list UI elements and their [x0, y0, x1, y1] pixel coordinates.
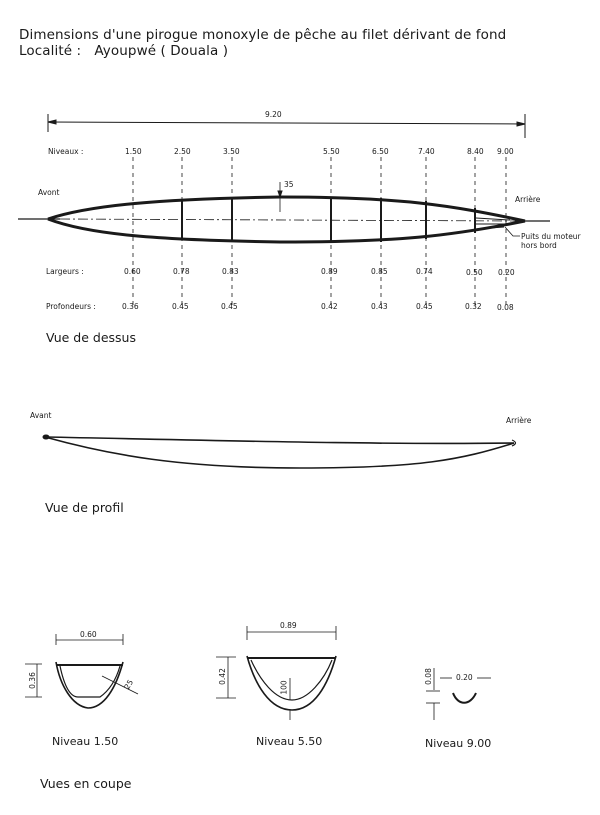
- level-value: 6.50: [372, 147, 389, 156]
- width-value: 0.60: [124, 267, 141, 276]
- widths-row-label: Largeurs :: [46, 267, 84, 276]
- depth-value: 0.36: [122, 302, 139, 311]
- motor-well-label: Puits du moteur hors bord: [521, 232, 581, 250]
- width-value: 0.83: [222, 267, 239, 276]
- depth-value: 0.42: [321, 302, 338, 311]
- section-thickness-label: 100: [279, 680, 289, 695]
- section-thickness-label: 25: [122, 678, 136, 691]
- level-value: 9.00: [497, 147, 514, 156]
- locality-label: Localité :: [19, 43, 82, 59]
- width-value: 0.20: [498, 268, 515, 277]
- width-value: 0.89: [321, 267, 338, 276]
- depth-value: 0.43: [371, 302, 388, 311]
- width-value: 0.78: [173, 267, 190, 276]
- section-depth-label: 0.36: [27, 672, 37, 689]
- section-width-label: 0.60: [80, 630, 97, 639]
- level-value: 5.50: [323, 147, 340, 156]
- section-width-label: 0.20: [456, 673, 473, 682]
- level-value: 7.40: [418, 147, 435, 156]
- level-value: 8.40: [467, 147, 484, 156]
- profile-bow-label: Avant: [30, 411, 52, 420]
- level-value: 2.50: [174, 147, 191, 156]
- profile-view-caption: Vue de profil: [45, 500, 124, 515]
- locality-value: Ayoupwé ( Douala ): [94, 43, 229, 59]
- section-width-label: 0.89: [280, 621, 297, 630]
- section-depth-label: 0.08: [423, 668, 433, 685]
- drawing-title: Dimensions d'une pirogue monoxyle de pêche au filet dérivant de fond: [19, 27, 507, 43]
- width-value: 0.74: [416, 267, 433, 276]
- levels-row-label: Niveaux :: [48, 147, 84, 156]
- section-caption: Niveau 5.50: [256, 735, 323, 748]
- overall-length-label: 9.20: [265, 110, 282, 119]
- width-value: 0.50: [466, 268, 483, 277]
- profile-stern-label: Arrière: [506, 416, 532, 425]
- stern-label: Arrière: [515, 195, 541, 204]
- depth-value: 0.45: [221, 302, 238, 311]
- level-value: 3.50: [223, 147, 240, 156]
- depth-value: 0.45: [172, 302, 189, 311]
- depth-value: 0.32: [465, 302, 482, 311]
- beam-marker-label: 35: [284, 180, 294, 189]
- section-depth-label: 0.42: [217, 668, 227, 685]
- depth-value: 0.08: [497, 303, 514, 312]
- top-view-caption: Vue de dessus: [46, 330, 136, 345]
- width-value: 0.85: [371, 267, 388, 276]
- depth-value: 0.45: [416, 302, 433, 311]
- section-caption: Niveau 9.00: [425, 737, 492, 750]
- bow-label: Avont: [38, 188, 60, 197]
- section-caption: Niveau 1.50: [52, 735, 119, 748]
- level-value: 1.50: [125, 147, 142, 156]
- sections-caption: Vues en coupe: [40, 776, 132, 791]
- depths-row-label: Profondeurs :: [46, 302, 96, 311]
